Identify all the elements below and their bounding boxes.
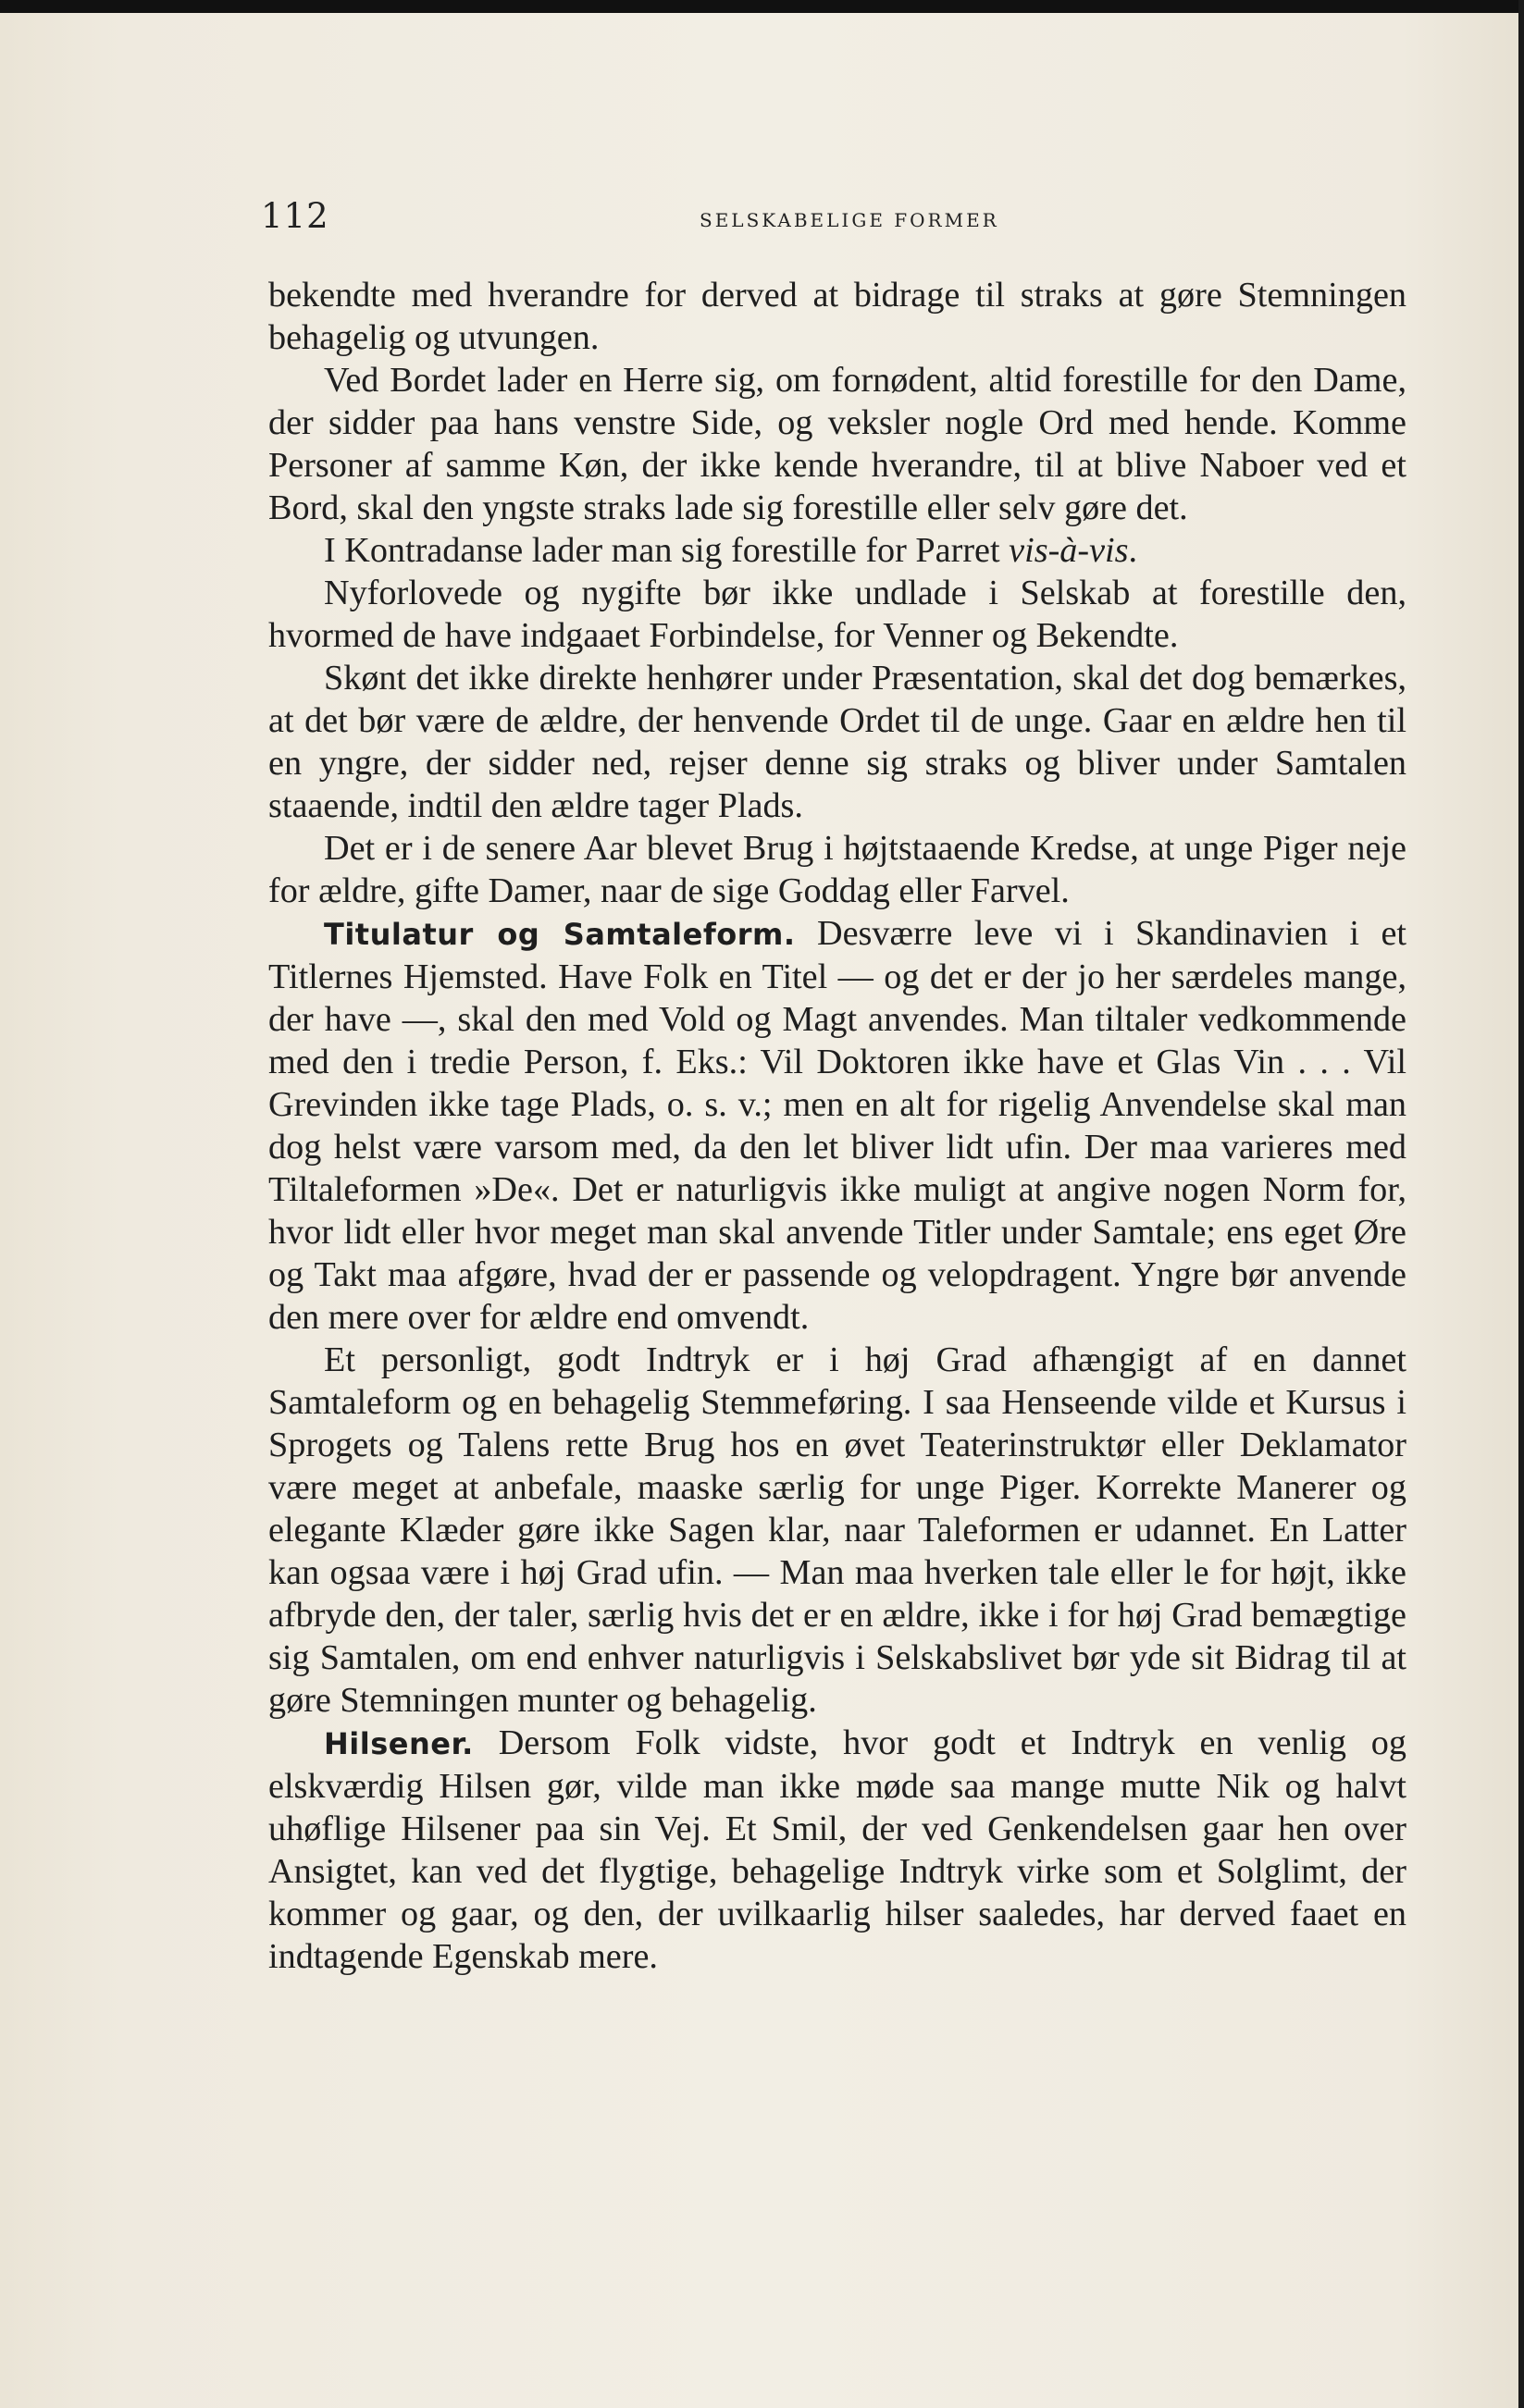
- paragraph: [268, 1339, 1406, 1722]
- paragraph: [268, 657, 1406, 827]
- page-number: 112: [261, 196, 329, 236]
- running-head: SELSKABELIGE FORMER: [700, 209, 999, 231]
- paragraph-text: Ved Bordet lader en Herre sig, om fornødent, altid forestille for den Dame, der sidder paa hans venstre Side, og veksler nogle Ord med hende. Komme Personer af samme Køn, der ikke kende hverandre, til at blive Naboer ved et Bord, skal den yngste straks lade sig forestille eller selv gøre det.: [268, 361, 1406, 527]
- paragraph-text: Skønt det ikke direkte henhører under Præsentation, skal det dog bemærkes, at det bør være de ældre, der henvende Ordet til de unge. Gaar en ældre hen til en yngre, der sidder ned, rejser denne sig straks og bliver under Samtalen staaende, indtil den ældre tager Plads.: [268, 659, 1406, 825]
- scan-border-top: [0, 0, 1524, 13]
- paragraph-text: Desværre leve vi i Skandinavien i et Titlernes Hjemsted. Have Folk en Titel — og det er der jo her særdeles mange, der have —, skal den med Vold og Magt anvendes. Man tiltaler vedkommende med den i tredie Person, f. Eks.: Vil Doktoren ikke have et Glas Vin . . . Vil Grevinden ikke tage Plads, o. s. v.; men en alt for rigelig Anvendelse skal man dog helst være varsom med, da den let bliver lidt ufin. Der maa varieres med Tiltaleformen »De«. Det er naturligvis ikke muligt at angive nogen Norm for, hvor lidt eller hvor meget man skal anvende Titler under Samtale; ens eget Øre og Takt maa afgøre, hvad der er passende og velopdragent. Yngre bør anvende den mere over for ældre end omvendt.: [268, 914, 1407, 1337]
- paragraph: [268, 359, 1406, 529]
- paragraph: [268, 572, 1406, 657]
- paragraph: [268, 529, 1406, 572]
- paragraph-text: Et personligt, godt Indtryk er i høj Grad afhængigt af en dannet Samtaleform og en behagelig Stemmeføring. I saa Henseende vilde et Kursus i Sprogets og Talens rette Brug hos en øvet Teaterinstruktør eller Deklamator være meget at anbefale, maaske særlig for unge Piger. Korrekte Manerer og elegante Klæder gøre ikke Sagen klar, naar Taleformen er udannet. En Latter kan ogsaa være i høj Grad ufin. — Man maa hverken tale eller le for højt, ikke afbryde den, der taler, særlig hvis det er en ældre, ikke i for høj Grad bemægtige sig Samtalen, om end enhver naturligvis i Selskabslivet bør yde sit Bidrag til at gøre Stemningen munter og behagelig.: [268, 1340, 1406, 1720]
- section-heading: Hilsener.: [324, 1726, 474, 1761]
- scan-border-right: [1518, 0, 1524, 2408]
- page-header: [261, 196, 1399, 242]
- body-text: [268, 274, 1406, 1978]
- paragraph: [268, 912, 1406, 1339]
- paragraph-text: Det er i de senere Aar blevet Brug i højtstaaende Kredse, at unge Piger neje for ældre, gifte Damer, naar de sige Goddag eller Farvel.: [268, 829, 1406, 910]
- paragraph: [268, 1722, 1406, 1978]
- paragraph-text: .: [1128, 531, 1138, 570]
- section-heading: Titulatur og Samtaleform.: [324, 917, 796, 952]
- paragraph: [268, 274, 1406, 359]
- paragraph-text: bekendte med hverandre for derved at bidrage til straks at gøre Stemningen behagelig og utvungen.: [268, 276, 1406, 357]
- paragraph-text: Dersom Folk vidste, hvor godt et Indtryk en venlig og elskværdig Hilsen gør, vilde man ikke møde saa mange mutte Nik og halvt uhøflige Hilsener paa sin Vej. Et Smil, der ved Genkendelsen gaar hen over Ansigtet, kan ved det flygtige, behagelige Indtryk virke som et Solglimt, der kommer og gaar, og den, der uvilkaarlig hilser saaledes, har derved faaet en indtagende Egenskab mere.: [268, 1723, 1406, 1976]
- italic-phrase: vis-à-vis: [1009, 531, 1129, 570]
- paragraph: [268, 827, 1406, 912]
- paragraph-text: Nyforlovede og nygifte bør ikke undlade i Selskab at forestille den, hvormed de have indgaaet Forbindelse, for Venner og Bekendte.: [268, 574, 1406, 655]
- paragraph-text: I Kontradanse lader man sig forestille for Parret: [324, 531, 1010, 570]
